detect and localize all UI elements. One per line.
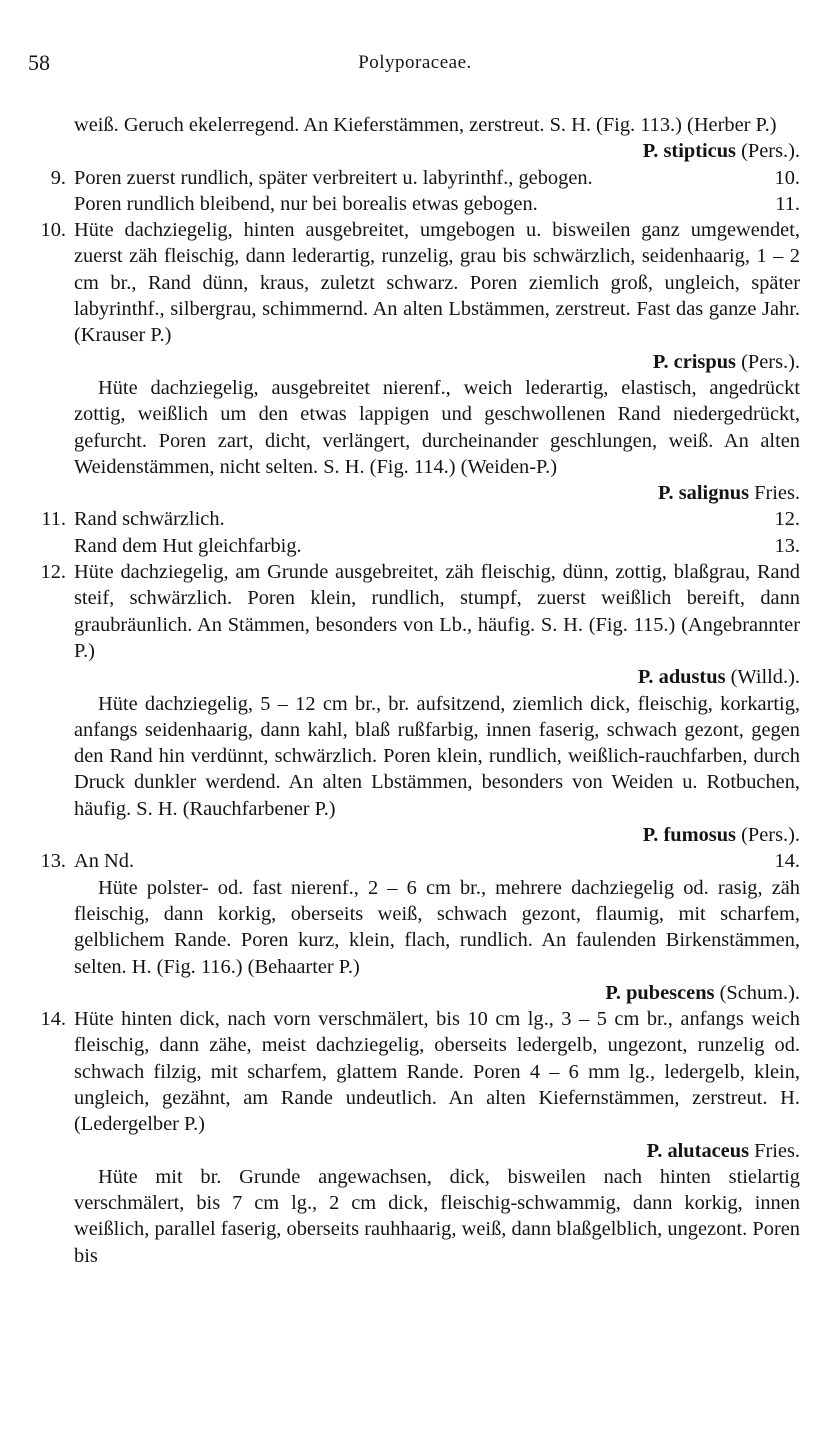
species-author: (Pers.). bbox=[736, 350, 800, 373]
species-line bbox=[74, 980, 800, 1006]
lead-text: Rand dem Hut gleichfarbig. bbox=[74, 534, 302, 557]
key-text bbox=[22, 112, 800, 1269]
species-line bbox=[74, 664, 800, 690]
lead-reference: 14. bbox=[774, 850, 800, 873]
couplet-number bbox=[22, 375, 74, 506]
key-entry bbox=[22, 112, 800, 165]
couplet-number: 11. bbox=[41, 508, 66, 531]
description-text: Hüte dachziegelig, ausgebreitet nierenf., weich lederartig, elastisch, angedrückt zottig, weißlich um den etwas lappigen und geschwollenen Rand niedergedrückt, gefurcht. Poren zart, dicht, verlängert, durcheinander geschlungen, weiß. An alten Weidenstämmen, nicht selten. S. H. (Fig. 114.) (Weiden-P.) bbox=[74, 376, 800, 478]
lead-reference: 11. bbox=[775, 192, 800, 215]
description-text: weiß. Geruch ekelerregend. An Kieferstämmen, zerstreut. S. H. (Fig. 113.) (Herber P.) bbox=[74, 114, 777, 136]
description-text: Hüte hinten dick, nach vorn verschmälert, bis 10 cm lg., 3 – 5 cm br., anfangs weich fleischig, dann zähe, meist dachziegelig, oberseits ledergelb, ungezont, runzelig od. schwach filzig, mit scharfem, glattem Rande. Poren 4 – 6 mm lg., ledergelb, klein, ungleich, gezähnt, am Rande undeutlich. An alten Kiefernstämmen, zerstreut. H. (Ledergelber P.) bbox=[74, 1008, 800, 1136]
couplet-number bbox=[22, 533, 74, 559]
key-entry bbox=[22, 691, 800, 849]
species-name: P. crispus bbox=[652, 350, 736, 373]
lead-reference: 12. bbox=[774, 508, 800, 531]
lead-text: Poren rundlich bleibend, nur bei borealis etwas gebogen. bbox=[74, 192, 538, 215]
species-author: Fries. bbox=[749, 1139, 800, 1162]
description-text: Hüte dachziegelig, am Grunde ausgebreitet, zäh fleischig, dünn, zottig, blaßgrau, Rand steif, schwärzlich. Poren klein, rundlich, stumpf, zuerst weißlich bereift, dann graubräunlich. An Stämmen, besonders von Lb., häufig. S. H. (Fig. 115.) (Angebrannter P.) bbox=[74, 561, 800, 662]
description-text: Hüte dachziegelig, hinten ausgebreitet, umgebogen u. bisweilen ganz umgewendet, zuerst zäh fleischig, dann lederartig, runzelig, grau bis schwärzlich, seidenhaarig, 1 – 2 cm br., Rand dünn, kraus, zuletzt schwarz. Poren ziemlich groß, ungleich, später labyrinthf., silbergrau, schimmernd. An alten Lbstämmen, zerstreut. Fast das ganze Jahr. (Krauser P.) bbox=[74, 219, 800, 347]
species-name: P. adustus bbox=[637, 666, 726, 689]
key-entry bbox=[22, 375, 800, 506]
key-lead bbox=[22, 533, 800, 559]
lead-text: An Nd. bbox=[74, 850, 135, 873]
couplet-number: 13. bbox=[40, 850, 66, 873]
couplet-number: 12. bbox=[40, 561, 66, 584]
species-line bbox=[74, 480, 800, 506]
key-entry bbox=[22, 217, 800, 375]
species-line bbox=[74, 822, 800, 848]
species-line bbox=[74, 1138, 800, 1164]
species-line bbox=[74, 138, 800, 164]
lead-reference: 10. bbox=[774, 166, 800, 189]
description-text: Hüte dachziegelig, 5 – 12 cm br., br. aufsitzend, ziemlich dick, fleischig, korkartig, anfangs seidenhaarig, dann kahl, blaß rußfarbig, innen faserig, schwach gezont, gegen den Rand hin verdünnt, schwärzlich. Poren klein, rundlich, weißlich-rauchfarben, durch Druck dunkler werdend. An alten Lbstämmen, besonders von Weiden u. Rotbuchen, häufig. S. H. (Rauchfarbener P.) bbox=[74, 692, 800, 820]
lead-text: Rand schwärzlich. bbox=[74, 508, 225, 531]
species-author: Fries. bbox=[749, 482, 800, 505]
description-text: Hüte mit br. Grunde angewachsen, dick, bisweilen nach hinten stielartig verschmälert, bis 7 cm lg., 2 cm dick, fleischig-schwammig, dann korkig, innen weißlich, parallel faserig, oberseits rauhhaarig, weiß, dann blaßgelblich, ungezont. Poren bis bbox=[74, 1165, 800, 1267]
page-number: 58 bbox=[28, 50, 50, 75]
key-entry bbox=[22, 875, 800, 1006]
key-lead bbox=[22, 165, 800, 191]
couplet-number: 14. bbox=[40, 1008, 66, 1031]
description-text: Hüte polster- od. fast nierenf., 2 – 6 cm br., mehrere dachziegelig od. rasig, zäh fleischig, dann korkig, oberseits weiß, schwach gezont, flaumig, mit scharfem, gelblichem Rande. Poren kurz, klein, flach, rundlich. An faulenden Birkenstämmen, selten. H. (Fig. 116.) (Behaarter P.) bbox=[74, 876, 800, 978]
running-head bbox=[28, 50, 802, 82]
species-author: (Schum.). bbox=[714, 981, 800, 1004]
key-entry bbox=[22, 1164, 800, 1269]
species-name: P. pubescens bbox=[605, 981, 715, 1004]
couplet-number bbox=[22, 875, 74, 1006]
couplet-number bbox=[22, 112, 74, 165]
couplet-number bbox=[22, 191, 74, 217]
key-lead bbox=[22, 506, 800, 532]
key-lead bbox=[22, 848, 800, 874]
couplet-number bbox=[22, 1164, 74, 1269]
couplet-number: 9. bbox=[50, 166, 66, 189]
lead-reference: 13. bbox=[774, 534, 800, 557]
species-line bbox=[74, 349, 800, 375]
couplet-number bbox=[22, 691, 74, 849]
species-name: P. salignus bbox=[657, 482, 750, 505]
couplet-number: 10. bbox=[40, 219, 66, 242]
key-entry bbox=[22, 1006, 800, 1164]
species-name: P. fumosus bbox=[642, 824, 736, 847]
species-author: (Pers.). bbox=[736, 140, 800, 163]
lead-text: Poren zuerst rundlich, später verbreitert u. labyrinthf., gebogen. bbox=[74, 166, 593, 189]
species-name: P. stipticus bbox=[642, 140, 736, 163]
key-entry bbox=[22, 559, 800, 690]
species-author: (Pers.). bbox=[736, 824, 800, 847]
species-name: P. alutaceus bbox=[646, 1139, 750, 1162]
running-title: Polyporaceae. bbox=[358, 52, 472, 73]
species-author: (Willd.). bbox=[725, 666, 800, 689]
key-lead bbox=[22, 191, 800, 217]
